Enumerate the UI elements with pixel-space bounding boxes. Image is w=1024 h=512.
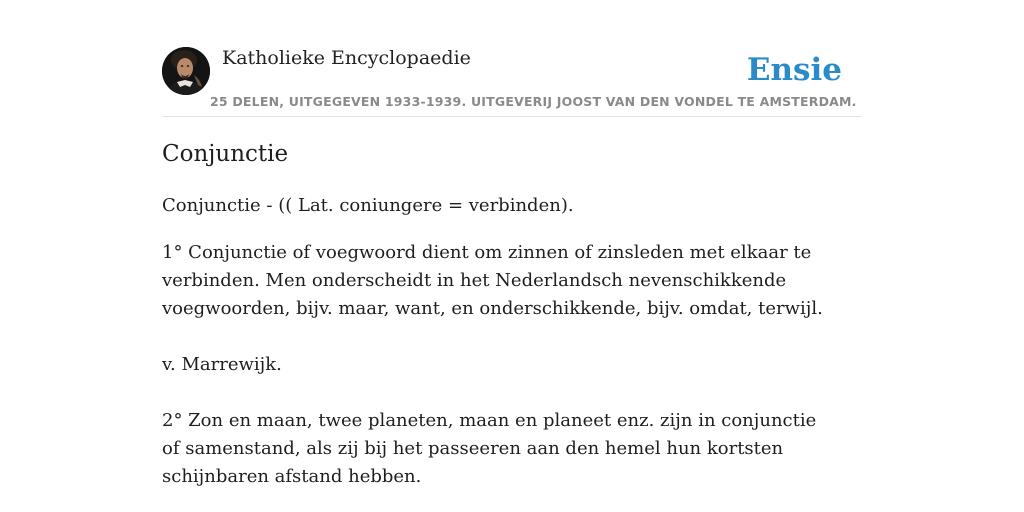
article-title: Conjunctie bbox=[162, 141, 289, 167]
ensie-logo-link[interactable]: Ensie bbox=[746, 52, 842, 88]
article-author: v. Marrewijk. bbox=[162, 354, 282, 375]
article bbox=[162, 136, 862, 491]
article-paragraph-2: 2° Zon en maan, twee planeten, maan en planeet enz. zijn in conjunctie of samenstand, als zij bij het passeeren aan den hemel hun kortsten schijnbaren afstand hebben. bbox=[162, 410, 817, 487]
article-paragraph-1: 1° Conjunctie of voegwoord dient om zinnen of zinsleden met elkaar te verbinden. Men onderscheidt in het Nederlandsch nevenschikkende voegwoorden, bijv. maar, want, en onderschikkende, bijv. omdat, terwijl. bbox=[162, 242, 823, 319]
book-meta: 25 DELEN, UITGEGEVEN 1933-1939. UITGEVERIJ JOOST VAN DEN VONDEL TE AMSTERDAM. bbox=[210, 94, 857, 109]
article-lead: Conjunctie - (( Lat. coniungere = verbinden). bbox=[162, 195, 574, 216]
header bbox=[162, 44, 862, 117]
portrait-avatar-icon[interactable] bbox=[162, 47, 210, 95]
book-title[interactable]: Katholieke Encyclopaedie bbox=[222, 47, 471, 69]
